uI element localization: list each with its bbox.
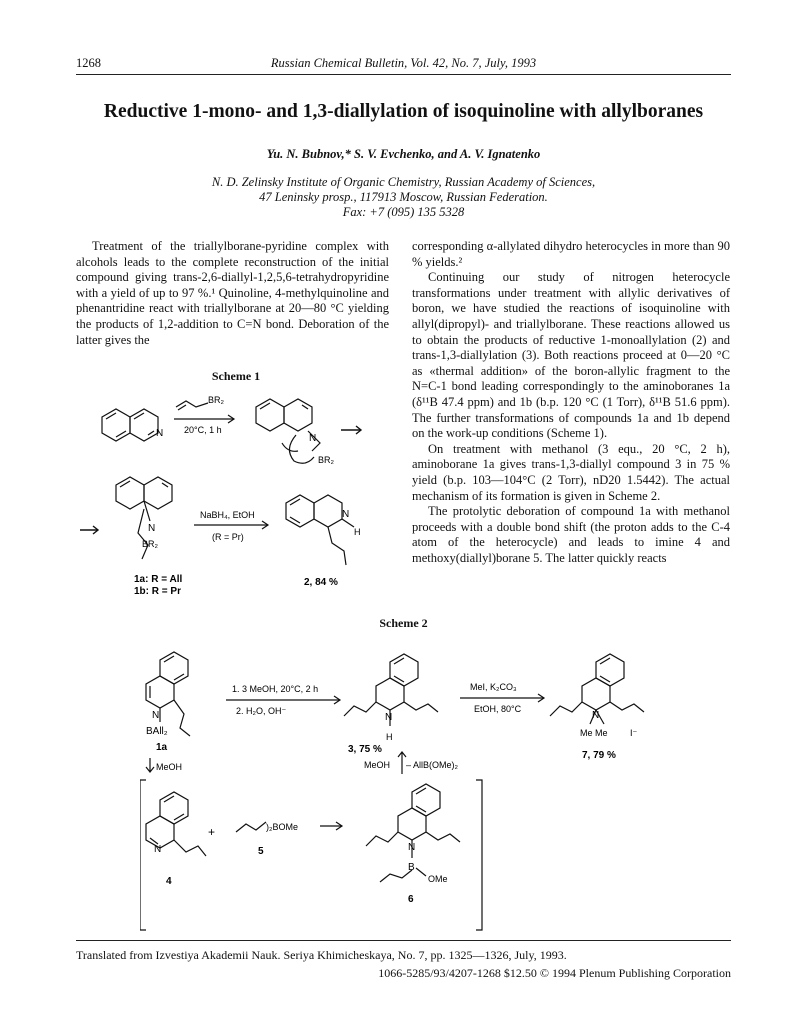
aminoborane-1a-structure [146,652,190,736]
ome-label: OMe [428,874,448,884]
arrow-to-6 [320,822,342,830]
step1-condition-bottom: 2. H₂O, OH⁻ [236,706,287,716]
affiliation [0,175,807,220]
scheme1-h-label: H [354,527,361,537]
arrow-right-2 [80,526,98,534]
scheme2-title: Scheme 2 [379,616,428,630]
arrow-right-1 [341,426,361,434]
arrow-step2 [460,694,544,702]
scheme2-n-7: N [592,710,600,721]
scheme2-n-3: N [385,712,393,723]
journal-header: Russian Chemical Bulletin, Vol. 42, No. 7, July, 1993 [270,56,537,70]
arrow-down-meoh [146,758,154,772]
label-5: 5 [258,846,264,857]
scheme1-title: Scheme 1 [211,369,261,383]
scheme1-condition-bottom: (R = Pr) [212,532,244,542]
iodide-label: I⁻ [630,728,638,738]
scheme1-n4-label: N [342,509,350,520]
scheme2-diagram [140,640,700,940]
right-paragraph-2: Continuing our study of nitrogen heterocycle transformations under treatment with allylic derivatives of boron, we have studied the reactions of isoquinoline with allyl(dipropyl)- and triallylborane. These reactions allowed us to obtain the products of reductive 1-monoallylation (2) and trans-1,3-diallylation (3). Both reactions proceed at 0—20 °C as «thermal addition» of the boron-allylic fragment to the N=C-1 bond leading correspondingly to the aminoboranes 1a (δ¹¹B 47.4 ppm) and 1b (b.p. 120 °C (1 Torr), δ¹¹B 51.6 ppm). The further transformations of compounds 1a and 1b depend on the work-up conditions (Scheme 1). [412,270,730,441]
right-paragraph-1: corresponding α-allylated dihydro heterocycles in more than 90 % yields.² [412,239,730,269]
scheme1-n1-label: N [156,428,164,439]
header-rule [76,74,731,75]
affiliation-line-2: 47 Leninsky prosp., 117913 Moscow, Russian Federation. [259,190,548,204]
translation-note: Translated from Izvestiya Akademii Nauk. Seriya Khimicheskaya, No. 7, pp. 1325—1326, July, 1993. [76,948,567,962]
scheme1-n2-label: N [309,433,317,444]
scheme1-br2-aminoborane: BR₂ [142,539,158,549]
affiliation-line-3: Fax: +7 (095) 135 5328 [342,205,465,219]
scheme2-h-3: H [386,732,393,742]
arrow-nabh4 [194,521,268,529]
label-3: 3, 75 % [348,744,382,755]
label-1a-r-all: 1a: R = All [134,574,183,585]
label-compound-2: 2, 84 % [304,577,338,588]
scheme1-condition-top: 20°C, 1 h [184,425,222,435]
scheme1-br2-reagent: BR₂ [208,395,224,405]
ball2-label: BAll₂ [146,726,168,737]
step2-condition-bottom: EtOH, 80°C [474,704,522,714]
paper-title: Reductive 1-mono- and 1,3-diallylation of isoquinoline with allylboranes [103,101,704,122]
step2-condition-top: MeI, K₂CO₃ [470,682,517,692]
scheme1-diagram [76,385,406,610]
label-4: 4 [166,876,172,887]
scheme1-reagent-bottom: NaBH₄, EtOH [200,510,255,520]
scheme1-n3-label: N [148,523,156,534]
scheme2-n-4: N [154,844,162,855]
boranes-5-label: )₂BOMe [266,822,298,832]
left-paragraph-1: Treatment of the triallylborane-pyridine complex with alcohols leads to the complete reconstruction of the initial compound giving trans-2,6-diallyl-1,2,5,6-tetrahydropyridine with a yield of up to 97 %.¹ Quinoline, 4-methylquinoline and phenantridine react with triallylborane at 20—80 °C yielding the products of 1,2-addition to C=N bond. Deboration of the latter gives the [76,239,389,347]
tetrahydroisoquinoline-2 [286,495,354,565]
scheme1-br2-complex: BR₂ [318,455,334,465]
label-1b-r-pr: 1b: R = Pr [134,586,181,597]
right-column [412,239,730,566]
page-number: 1268 [76,56,101,70]
allyl-5 [236,822,266,832]
me-me-label: Me Me [580,728,608,738]
footer-rule [76,940,731,941]
meoh-down-label: MeOH [156,762,183,772]
left-column [76,239,389,348]
allylborane-reagent [174,401,234,423]
arrow-step1 [226,696,340,704]
allb-ome-label: – AllB(OMe)₂ [406,760,459,770]
scheme2-n-6: N [408,842,416,853]
isoquinoline-structure [102,409,158,441]
right-paragraph-4: The protolytic deboration of compound 1a with methanol proceeds with a double bond shift (the proton adds to the C-4 atom of the heterocycle) and leads to imine 4 and methoxy(diallyl)borane 5. The latter quickly reacts [412,504,730,565]
authors: Yu. N. Bubnov,* S. V. Evchenko, and A. V. Ignatenko [266,147,541,161]
arrow-up-meoh [398,752,406,774]
meoh-up-label: MeOH [364,760,391,770]
label-6: 6 [408,894,414,905]
b-label: B [408,862,415,873]
step1-condition-top: 1. 3 MeOH, 20°C, 2 h [232,684,319,694]
label-7: 7, 79 % [582,750,616,761]
complex-intermediate [256,399,320,463]
scheme2-n-1a: N [152,710,160,721]
intermediate-bracket [140,780,482,930]
affiliation-line-1: N. D. Zelinsky Institute of Organic Chemistry, Russian Academy of Sciences, [211,175,596,189]
plus-sign: + [208,825,216,839]
copyright-line: 1066-5285/93/4207-1268 $12.50 © 1994 Plenum Publishing Corporation [378,966,731,980]
right-paragraph-3: On treatment with methanol (3 equ., 20 °C, 2 h), aminoborane 1a gives trans-1,3-diallyl compound 3 in 75 % yield (b.p. 103—104°C (2 Torr), nD20 1.5442). The actual mechanism of its formation is given in Scheme 2. [412,441,730,503]
label-1a: 1a [156,742,168,753]
